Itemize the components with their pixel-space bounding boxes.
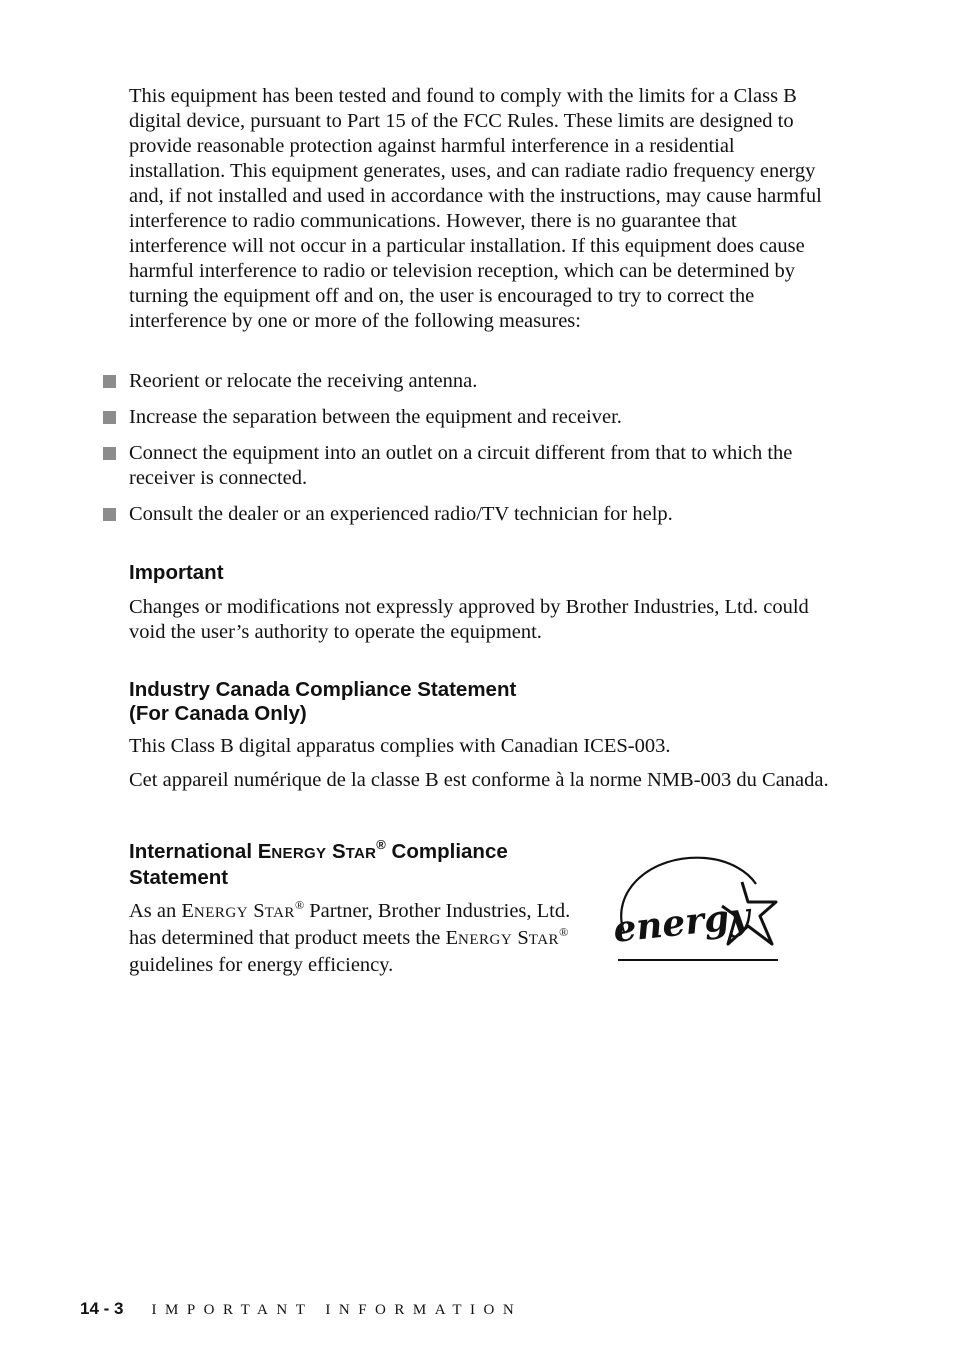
body-suffix: guidelines for energy efficiency.	[129, 954, 394, 976]
square-bullet-icon	[103, 411, 116, 424]
page-number: 14 - 3	[80, 1299, 124, 1318]
measure-text: Connect the equipment into an outlet on a circuit different from that to which the receiver is connected.	[129, 442, 793, 489]
heading-s: S	[331, 840, 346, 863]
energy-star-logo-icon	[610, 852, 785, 964]
energy-script-lettering: energy	[611, 894, 752, 951]
body-s: S	[517, 927, 529, 949]
registered-mark: ®	[559, 925, 569, 939]
square-bullet-icon	[103, 375, 116, 388]
body-nergy: NERGY	[193, 905, 249, 921]
heading-e: E	[257, 840, 272, 863]
body-s: S	[253, 900, 265, 922]
list-item	[102, 502, 832, 527]
body-middle: Partner, Brother Industries, Ltd. has determined that product meets the	[129, 900, 571, 949]
body-e: E	[181, 900, 194, 922]
section-title: IMPORTANT INFORMATION	[151, 1302, 523, 1318]
industry-canada-heading	[129, 678, 516, 726]
industry-canada-body-fr: Cet appareil numérique de la classe B est conforme à la norme NMB-003 du Canada.	[129, 769, 829, 791]
list-item	[102, 369, 832, 394]
heading-tar: TAR	[345, 845, 377, 862]
heading-prefix: International	[129, 840, 258, 863]
list-item	[102, 405, 832, 430]
list-item	[102, 441, 832, 491]
energy-star-heading	[129, 837, 589, 890]
heading-nergy: NERGY	[271, 845, 327, 862]
industry-canada-heading-line2: (For Canada Only)	[129, 702, 307, 725]
measure-text: Increase the separation between the equipment and receiver.	[129, 406, 622, 428]
square-bullet-icon	[103, 447, 116, 460]
measure-text: Reorient or relocate the receiving antenna.	[129, 370, 478, 392]
body-prefix: As an	[129, 900, 182, 922]
registered-mark: ®	[376, 837, 386, 852]
body-nergy: NERGY	[458, 932, 513, 948]
heading-suffix: Compliance Statement	[129, 840, 508, 889]
important-body: Changes or modifications not expressly approved by Brother Industries, Ltd. could void the user’s authority to operate the equipment.	[129, 596, 809, 643]
body-tar: TAR	[264, 905, 295, 921]
industry-canada-heading-line1: Industry Canada Compliance Statement	[129, 678, 517, 701]
square-bullet-icon	[103, 508, 116, 521]
measures-list	[102, 369, 832, 538]
fcc-intro-paragraph: This equipment has been tested and found to comply with the limits for a Class B digital device, pursuant to Part 15 of the FCC Rules. These limits are designed to provide reasonable protection against harmful interference in a residential installation. This equipment generates, uses, and can radiate radio frequency energy and, if not installed and used in accordance with the instructions, may cause harmful interference to radio communications. However, there is no guarantee that interference will not occur in a particular installation. If this equipment does cause harmful interference to radio or television reception, which can be determined by turning the equipment off and on, the user is encouraged to try to correct the interference by one or more of the following measures:	[129, 85, 822, 332]
page-footer	[80, 1299, 522, 1319]
industry-canada-body-en: This Class B digital apparatus complies with Canadian ICES-003.	[129, 735, 671, 757]
body-tar: TAR	[528, 932, 560, 948]
important-heading: Important	[129, 561, 224, 584]
body-e: E	[445, 927, 459, 949]
energy-star-body	[129, 899, 579, 978]
measure-text: Consult the dealer or an experienced radio/TV technician for help.	[129, 503, 673, 525]
registered-mark: ®	[294, 898, 305, 912]
